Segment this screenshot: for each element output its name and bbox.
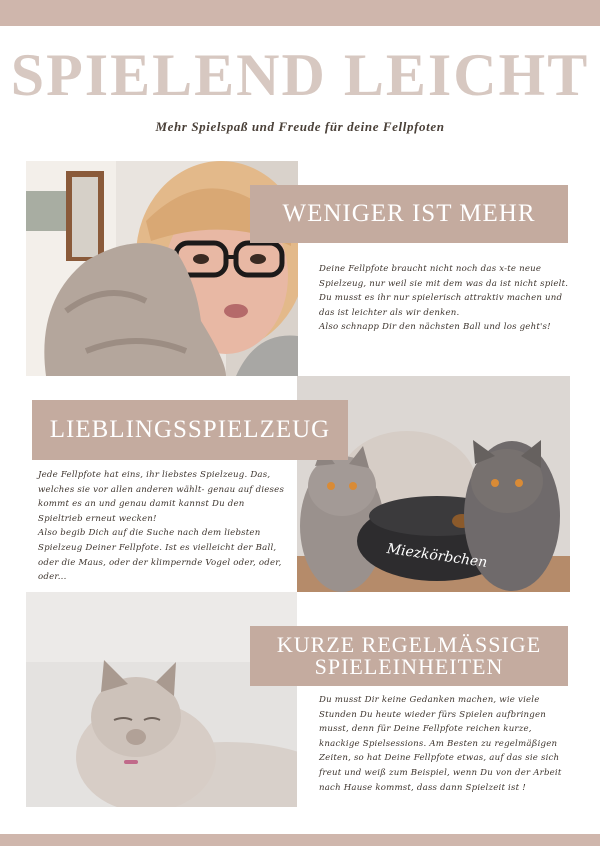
page-title: SPIELEND LEICHT <box>10 42 590 108</box>
bowl-label: Miezkörbchen <box>385 541 489 571</box>
section1-text <box>319 262 571 335</box>
paragraph: Deine Fellpfote braucht nicht noch das x-te neue Spielzeug, nur weil sie mit dem was da ist nicht spielt. <box>319 264 569 289</box>
paragraph: Du musst es ihr nur spielerisch attraktiv machen und das ist leichter als wir denken. <box>319 293 563 318</box>
heading-text-line1: KURZE REGELMÄSSIGE <box>276 632 542 657</box>
heading-text: LIEBLINGSSPIELZEUG <box>49 416 331 443</box>
page-subtitle: Mehr Spielspaß und Freude für deine Fellpfoten <box>155 119 445 134</box>
section2-text <box>38 468 292 585</box>
section-heading-kurze <box>250 626 568 686</box>
heading-text: WENIGER IST MEHR <box>282 200 536 227</box>
paragraph: Also schnapp Dir den nächsten Ball und los geht's! <box>319 322 551 333</box>
bottom-bar <box>0 834 600 846</box>
paragraph: Du musst Dir keine Gedanken machen, wie viele Stunden Du heute wieder fürs Spielen aufbringen musst, denn für Deine Fellpfote reichen kurze, knackige Spielsessions. Am Besten zu regelmäßigen Zeiten, so hat Deine Fellpfote etwas, auf das sie sich freut und weiß zum Beispiel, wenn Du von der Arbeit nach Hause kommst, dass dann Spielzeit ist ! <box>319 695 562 793</box>
paragraph: Also begib Dich auf die Suche nach dem liebsten Spielzeug Deiner Fellpfote. Ist es vielleicht der Ball, oder die Maus, oder der klimpernde Vogel oder, oder, oder... <box>38 528 282 583</box>
heading-text-line2: SPIELEINHEITEN <box>314 654 504 679</box>
top-bar <box>0 0 600 26</box>
section-heading-lieblingsspielzeug <box>32 400 348 460</box>
section-heading-weniger <box>250 185 568 243</box>
paragraph: Jede Fellpfote hat eins, ihr liebstes Spielzeug. Das, welches sie vor allen anderen wählt- genau auf dieses kommt es an und genau damit kannst Du den Spieltrieb erneut wecken! <box>38 470 285 524</box>
section3-text <box>319 693 573 795</box>
photo-lilac-cat <box>26 592 297 807</box>
